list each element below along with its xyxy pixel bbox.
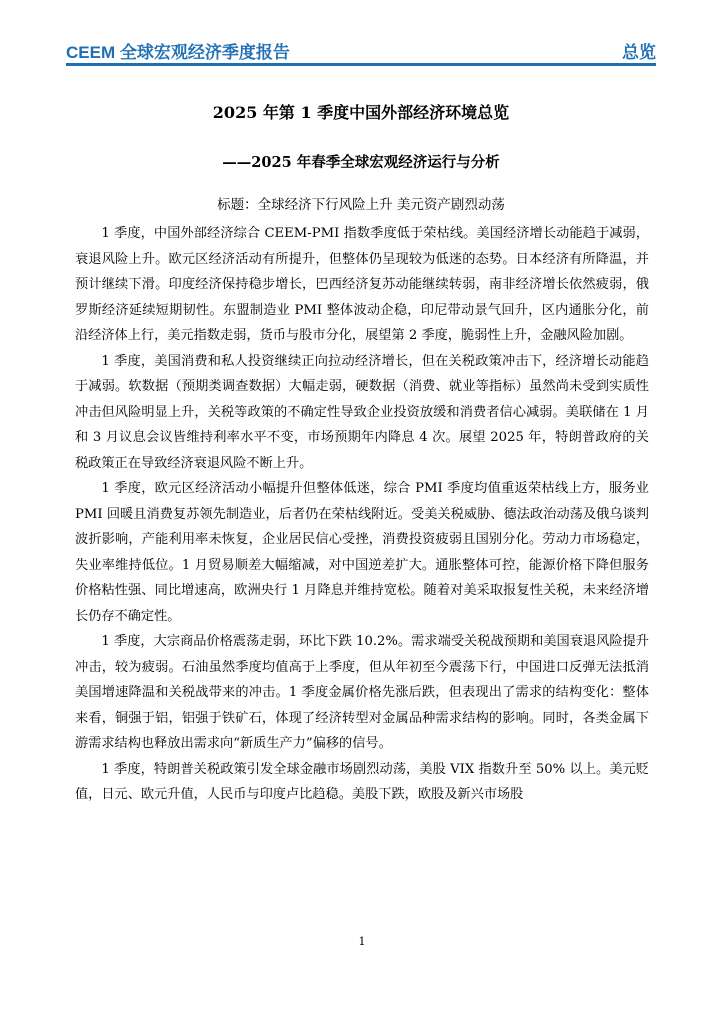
paragraph: 1 季度，欧元区经济活动小幅提升但整体低迷，综合 PMI 季度均值重返荣枯线上方，服务业 PMI 回暖且消费复苏领先制造业，后者仍在荣枯线附近。受美关税威胁、德法政治动荡及俄乌谈判波折影响，产能利用率未恢复，企业居民信心受挫，消费投资疲弱且国别分化。劳动力市场稳定，失业率维持低位。1 月贸易顺差大幅缩减，对中国逆差扩大。通胀整体可控，能源价格下降但服务价格粘性强、同比增速高，欧洲央行 1 月降息并维持宽松。随着对美采取报复性关税，未来经济增长仍存不确定性。 bbox=[75, 481, 649, 624]
paragraph: 1 季度，美国消费和私人投资继续正向拉动经济增长，但在关税政策冲击下，经济增长动能趋于减弱。软数据（预期类调查数据）大幅走弱，硬数据（消费、就业等指标）虽然尚未受到实质性冲击但风险明显上升，关税等政策的不确定性导致企业投资放缓和消费者信心减弱。美联储在 1 月和 3 月议息会议皆维持利率水平不变，市场预期年内降息 4 次。展望 2025 年，特朗普政府的关税政策正在导致经济衰退风险不断上升。 bbox=[75, 353, 649, 471]
document-subtitle: ——2025 年春季全球宏观经济运行与分析 bbox=[222, 154, 500, 171]
headline: 标题：全球经济下行风险上升 美元资产剧烈动荡 bbox=[217, 197, 505, 213]
paragraph: 1 季度，特朗普关税政策引发全球金融市场剧烈动荡，美股 VIX 指数升至 50% 以上。美元贬值，日元、欧元升值，人民币与印度卢比趋稳。美股下跌，欧股及新兴市场股 bbox=[75, 761, 649, 802]
page-number: 1 bbox=[358, 935, 366, 948]
document-title: 2025 年第 1 季度中国外部经济环境总览 bbox=[212, 103, 510, 122]
section-label: 总览 bbox=[622, 43, 656, 62]
report-title: CEEM 全球宏观经济季度报告 bbox=[66, 43, 290, 62]
document-body bbox=[75, 221, 649, 913]
header-divider bbox=[66, 63, 656, 66]
paragraph: 1 季度，中国外部经济综合 CEEM-PMI 指数季度低于荣枯线。美国经济增长动能趋于减弱，衰退风险上升。欧元区经济活动有所提升，但整体仍呈现较为低迷的态势。日本经济有所降温，并预计继续下滑。印度经济保持稳步增长，巴西经济复苏动能继续转弱，南非经济增长依然疲弱，俄罗斯经济延续短期韧性。东盟制造业 PMI 整体波动企稳，印尼带动景气回升，区内通胀分化，前沿经济体上行，美元指数走弱，货币与股市分化，展望第 2 季度，脆弱性上升，金融风险加剧。 bbox=[75, 226, 649, 343]
paragraph: 1 季度，大宗商品价格震荡走弱，环比下跌 10.2%。需求端受关税战预期和美国衰退风险提升冲击，较为疲弱。石油虽然季度均值高于上季度，但从年初至今震荡下行，中国进口反弹无法抵消美国增速降温和关税战带来的冲击。1 季度金属价格先涨后跌，但表现出了需求的结构变化：整体来看，铜强于铝，铝强于铁矿石，体现了经济转型对金属品种需求结构的影响。同时，各类金属下游需求结构也释放出需求向“新质生产力”偏移的信号。 bbox=[75, 634, 649, 751]
page-header bbox=[66, 40, 656, 64]
